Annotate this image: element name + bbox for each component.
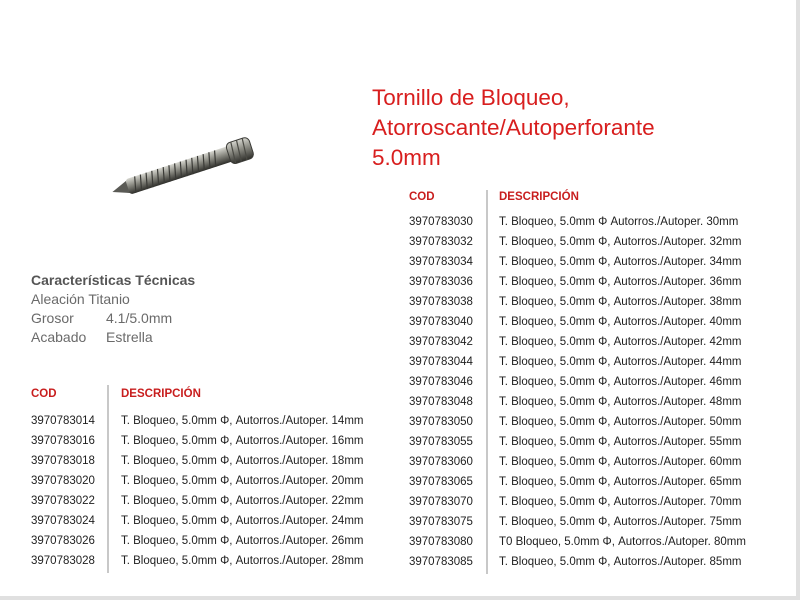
table-cell-code: 3970783028 <box>31 555 95 567</box>
table-cell-code: 3970783085 <box>409 556 473 568</box>
table-cell-description: T. Bloqueo, 5.0mm Φ Autorros./Autoper. 30mm <box>499 216 739 228</box>
table-cell-description: T. Bloqueo, 5.0mm Φ, Autorros./Autoper. 32mm <box>499 236 742 248</box>
spec-label: Grosor <box>31 310 74 326</box>
specs-heading: Características Técnicas <box>31 272 196 288</box>
spec-label: Acabado <box>31 329 87 345</box>
table-cell-description: T0 Bloqueo, 5.0mm Φ, Autorros./Autoper. 80mm <box>499 536 746 548</box>
table-cell-code: 3970783055 <box>409 436 473 448</box>
spec-material-value: Aleación Titanio <box>31 291 130 307</box>
table-cell-code: 3970783026 <box>31 535 95 547</box>
table-cell-description: T. Bloqueo, 5.0mm Φ, Autorros./Autoper. 70mm <box>499 496 742 508</box>
table-cell-description: T. Bloqueo, 5.0mm Φ, Autorros./Autoper. 44mm <box>499 356 742 368</box>
column-header-description: DESCRIPCIÓN <box>499 191 579 203</box>
table-cell-code: 3970783050 <box>409 416 473 428</box>
table-cell-description: T. Bloqueo, 5.0mm Φ, Autorros./Autoper. 16mm <box>121 435 364 447</box>
table-cell-code: 3970783014 <box>31 415 95 427</box>
table-cell-code: 3970783030 <box>409 216 473 228</box>
table-cell-description: T. Bloqueo, 5.0mm Φ, Autorros./Autoper. 38mm <box>499 296 742 308</box>
spec-row <box>31 328 291 347</box>
table-cell-description: T. Bloqueo, 5.0mm Φ, Autorros./Autoper. 55mm <box>499 436 742 448</box>
table-cell-code: 3970783022 <box>31 495 95 507</box>
table-cell-description: T. Bloqueo, 5.0mm Φ, Autorros./Autoper. 18mm <box>121 455 364 467</box>
table-cell-code: 3970783060 <box>409 456 473 468</box>
table-cell-description: T. Bloqueo, 5.0mm Φ, Autorros./Autoper. 46mm <box>499 376 742 388</box>
table-cell-description: T. Bloqueo, 5.0mm Φ, Autorros./Autoper. 22mm <box>121 495 364 507</box>
product-title <box>372 83 792 173</box>
table-cell-description: T. Bloqueo, 5.0mm Φ, Autorros./Autoper. 14mm <box>121 415 364 427</box>
column-header-description: DESCRIPCIÓN <box>121 388 201 400</box>
table-cell-code: 3970783046 <box>409 376 473 388</box>
table-cell-description: T. Bloqueo, 5.0mm Φ, Autorros./Autoper. 36mm <box>499 276 742 288</box>
table-cell-code: 3970783032 <box>409 236 473 248</box>
table-cell-description: T. Bloqueo, 5.0mm Φ, Autorros./Autoper. 60mm <box>499 456 742 468</box>
title-line: 5.0mm <box>372 145 441 170</box>
table-cell-description: T. Bloqueo, 5.0mm Φ, Autorros./Autoper. 50mm <box>499 416 742 428</box>
table-cell-description: T. Bloqueo, 5.0mm Φ, Autorros./Autoper. 24mm <box>121 515 364 527</box>
column-divider <box>107 385 109 573</box>
table-cell-description: T. Bloqueo, 5.0mm Φ, Autorros./Autoper. 42mm <box>499 336 742 348</box>
table-cell-code: 3970783016 <box>31 435 95 447</box>
table-cell-description: T. Bloqueo, 5.0mm Φ, Autorros./Autoper. 34mm <box>499 256 742 268</box>
screw-image <box>106 136 266 196</box>
table-cell-code: 3970783075 <box>409 516 473 528</box>
spec-value: Estrella <box>106 329 153 345</box>
spec-value: 4.1/5.0mm <box>106 310 173 326</box>
technical-specs <box>31 271 291 347</box>
title-line: Atorroscante/Autoperforante <box>372 115 655 140</box>
table-cell-code: 3970783080 <box>409 536 473 548</box>
table-cell-code: 3970783038 <box>409 296 473 308</box>
column-header-code: COD <box>409 191 435 203</box>
table-cell-description: T. Bloqueo, 5.0mm Φ, Autorros./Autoper. 48mm <box>499 396 742 408</box>
column-header-code: COD <box>31 388 57 400</box>
table-cell-code: 3970783036 <box>409 276 473 288</box>
table-cell-code: 3970783020 <box>31 475 95 487</box>
title-line: Tornillo de Bloqueo, <box>372 85 570 110</box>
table-cell-code: 3970783042 <box>409 336 473 348</box>
table-cell-code: 3970783048 <box>409 396 473 408</box>
table-cell-description: T. Bloqueo, 5.0mm Φ, Autorros./Autoper. 40mm <box>499 316 742 328</box>
table-cell-code: 3970783040 <box>409 316 473 328</box>
spec-material <box>31 290 291 309</box>
column-divider <box>486 190 488 574</box>
table-cell-description: T. Bloqueo, 5.0mm Φ, Autorros./Autoper. 26mm <box>121 535 364 547</box>
table-cell-description: T. Bloqueo, 5.0mm Φ, Autorros./Autoper. 20mm <box>121 475 364 487</box>
spec-row <box>31 309 291 328</box>
table-cell-description: T. Bloqueo, 5.0mm Φ, Autorros./Autoper. 28mm <box>121 555 364 567</box>
table-cell-description: T. Bloqueo, 5.0mm Φ, Autorros./Autoper. 75mm <box>499 516 742 528</box>
table-cell-code: 3970783070 <box>409 496 473 508</box>
table-cell-description: T. Bloqueo, 5.0mm Φ, Autorros./Autoper. 65mm <box>499 476 742 488</box>
table-cell-code: 3970783024 <box>31 515 95 527</box>
table-cell-code: 3970783044 <box>409 356 473 368</box>
table-cell-code: 3970783034 <box>409 256 473 268</box>
table-cell-code: 3970783018 <box>31 455 95 467</box>
table-cell-code: 3970783065 <box>409 476 473 488</box>
table-cell-description: T. Bloqueo, 5.0mm Φ, Autorros./Autoper. 85mm <box>499 556 742 568</box>
